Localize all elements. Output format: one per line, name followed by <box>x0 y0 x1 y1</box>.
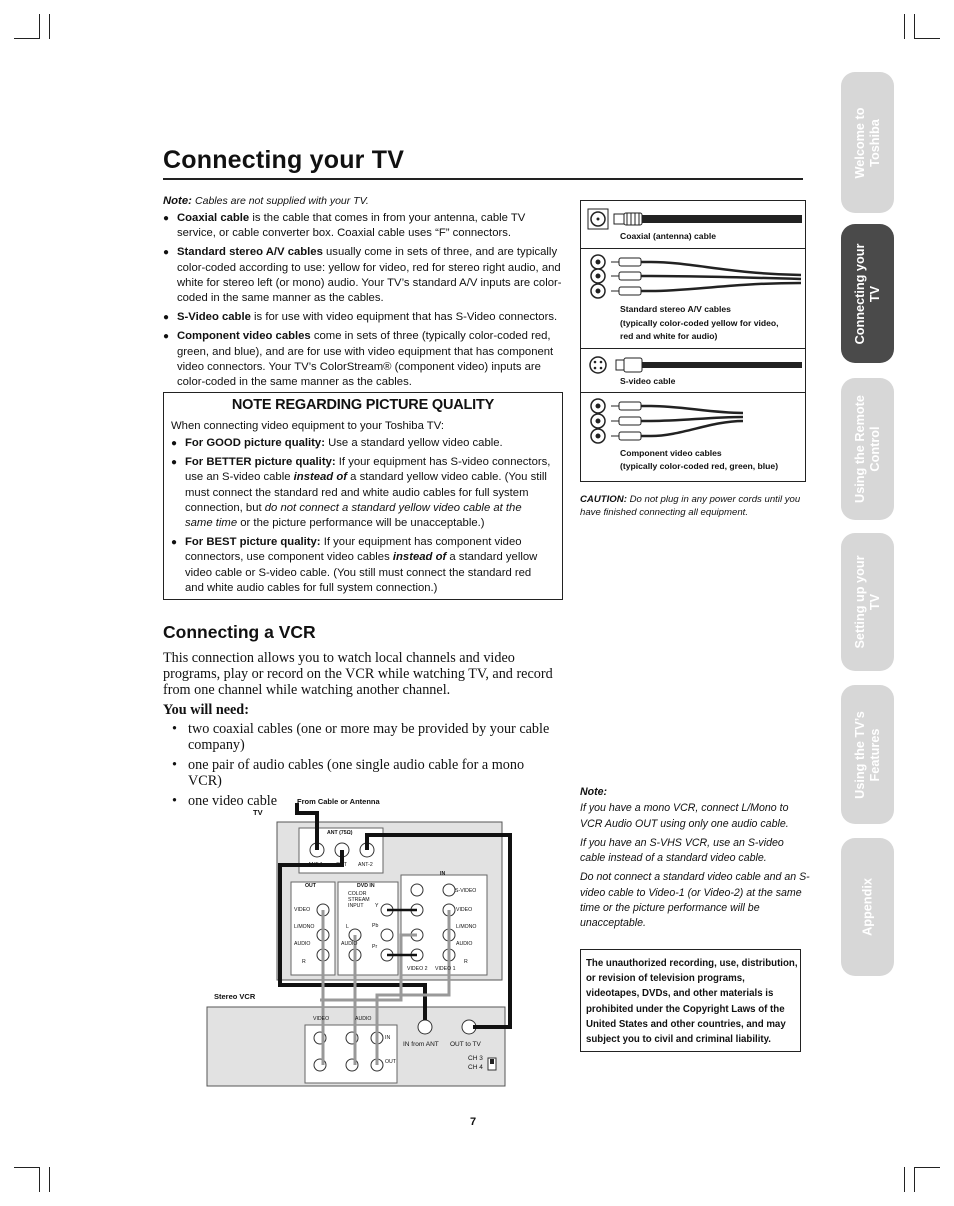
page-title: Connecting your TV <box>163 146 405 174</box>
ch4-label: CH 4 <box>468 1064 483 1071</box>
crop-mark <box>904 1167 905 1192</box>
in-label: IN <box>440 871 446 877</box>
r-label: R <box>464 959 468 965</box>
cable-term: S-Video cable <box>177 311 251 324</box>
pr-label: Pr <box>372 944 378 950</box>
crop-mark <box>904 14 905 39</box>
quality-desc: or the picture performance will be unacceptable.) <box>237 517 485 530</box>
tab-welcome[interactable] <box>841 72 894 213</box>
component-jacks-icon <box>591 399 605 443</box>
vcr-out-label: OUT <box>385 1059 396 1065</box>
list-item <box>171 436 551 451</box>
crop-mark <box>914 14 915 39</box>
crop-mark <box>39 1167 40 1192</box>
vcr-note <box>580 785 810 936</box>
tab-label: Using the TV’s Features <box>852 710 882 799</box>
picture-quality-intro: When connecting video equipment to your Toshiba TV: <box>171 420 444 432</box>
vcr-in-label: IN <box>385 1035 391 1041</box>
av-jacks-icon <box>591 255 605 298</box>
note-paragraph: If you have an S-VHS VCR, use an S-video cable instead of a standard video cable. <box>580 836 784 865</box>
svideo-jack-icon <box>590 357 606 373</box>
note-paragraph: Do not connect a standard video cable and an S-video cable to Video-1 (or Video-2) at the same time or the picture performance will be unacceptable. <box>580 871 810 930</box>
list-item <box>171 455 551 531</box>
out-label: OUT <box>305 883 316 889</box>
crop-mark <box>14 1167 40 1168</box>
cable-illustrations <box>580 200 806 482</box>
caution-label: CAUTION: <box>580 494 627 505</box>
pb-label: Pb <box>372 923 379 929</box>
crop-mark <box>14 38 40 39</box>
ant-out-label: OUT <box>336 862 347 868</box>
component-cables-icon <box>611 402 743 440</box>
in-from-ant-label: IN from ANT <box>403 1041 439 1048</box>
video2-label: VIDEO 2 <box>407 966 428 972</box>
crop-mark <box>49 1167 50 1192</box>
tab-label: Using the Remote Control <box>852 395 882 503</box>
note-paragraph: If you have a mono VCR, connect L/Mono to VCR Audio OUT using only one audio cable. <box>580 802 789 830</box>
tab-setting-up[interactable] <box>841 533 894 671</box>
cables-note <box>163 194 369 209</box>
r-label: R <box>302 959 306 965</box>
list-item: • two coaxial cables (one or more may be provided by your cable company) <box>172 721 552 753</box>
ant-label: ANT (75Ω) <box>327 830 353 836</box>
ch3-label: CH 3 <box>468 1055 483 1062</box>
list-item: • one pair of audio cables (one single audio cable for a mono VCR) <box>172 757 552 789</box>
lmono-label: L/MONO <box>294 924 315 930</box>
crop-mark <box>914 1167 940 1168</box>
list-item <box>163 329 563 390</box>
tab-label: Appendix <box>860 878 874 936</box>
quality-desc: Use a standard yellow video cable. <box>324 437 503 449</box>
cable-term: Coaxial cable <box>177 212 250 224</box>
cable-desc: usually come in sets of three, and are typically color-coded according to use: yellow for video, red for stereo right audio, and white for stereo left (or mono) audio. Your TV’s standard A/V inputs are color-coded in the same manner as the cables. <box>177 246 562 305</box>
video-label: VIDEO <box>456 907 473 913</box>
title-rule <box>163 178 803 180</box>
tab-connecting[interactable] <box>841 224 894 363</box>
av-cables-icon <box>611 258 801 295</box>
ant2-label: ANT-2 <box>358 862 373 868</box>
ant1-label: ANT-1 <box>308 862 323 868</box>
lmono-label: L/MONO <box>456 924 477 930</box>
from-cable-label: From Cable or Antenna <box>297 797 380 806</box>
tab-remote-control[interactable] <box>841 378 894 520</box>
quality-desc: a standard yellow video cable. (You still must connect the standard red and white audio cables for full system connection, but <box>185 471 547 514</box>
quality-term: For GOOD picture quality: <box>185 437 325 449</box>
quality-term: For BETTER picture quality: <box>185 456 336 469</box>
note-label: Note: <box>580 786 608 798</box>
section-intro: This connection allows you to watch local channels and video programs, play or record on the VCR while watching TV, and record from one channel while watching another channel. <box>163 650 553 698</box>
audio-label: AUDIO <box>294 941 311 947</box>
note-text: Cables are not supplied with your TV. <box>195 195 369 207</box>
av-cable-label: Standard stereo A/V cables <box>620 304 731 314</box>
video-label: VIDEO <box>294 907 311 913</box>
quality-term: For BEST picture quality: <box>185 536 321 549</box>
vcr-connection-diagram <box>205 795 517 1090</box>
audio-label: AUDIO <box>341 941 358 947</box>
cable-desc: is the cable that comes in from your antenna, cable TV service, or cable converter box. Coaxial cable uses “F” connectors. <box>177 212 526 240</box>
page-number: 7 <box>470 1116 477 1128</box>
svideo-cable-label: S-video cable <box>620 376 676 386</box>
note-label: Note: <box>163 195 192 207</box>
tab-features[interactable] <box>841 685 894 824</box>
tv-label: TV <box>253 808 263 817</box>
tab-appendix[interactable] <box>841 838 894 976</box>
emphasis: instead of <box>392 551 447 564</box>
dvd-in-label: DVD IN <box>357 883 375 889</box>
svideo-cable-icon <box>616 358 802 372</box>
crop-mark <box>49 14 50 39</box>
l-label: L <box>346 924 349 930</box>
vcr-audio-label: AUDIO <box>355 1016 372 1022</box>
coaxial-cable-icon <box>614 213 802 225</box>
picture-quality-title: NOTE REGARDING PICTURE QUALITY <box>231 397 495 413</box>
out-to-tv-label: OUT to TV <box>450 1041 481 1048</box>
quality-desc: If your equipment has component video connectors, use component video cables <box>185 536 522 564</box>
cable-term: Standard stereo A/V cables <box>177 246 323 259</box>
cable-term: Component video cables <box>177 330 311 343</box>
audio-label: AUDIO <box>456 941 473 947</box>
caution-note <box>580 493 810 519</box>
coaxial-connector-icon <box>588 209 608 229</box>
section-heading: Connecting a VCR <box>163 622 316 642</box>
copyright-notice: The unauthorized recording, use, distribution, or revision of television programs, videotapes, DVDs, and other materials is prohibited under the Copyright Laws of the United States and other countries, and may subject you to civil and criminal liability. <box>580 949 801 1052</box>
list-item <box>163 245 563 306</box>
svideo-label: S-VIDEO <box>455 888 477 894</box>
you-will-need-label: You will need: <box>163 702 249 718</box>
emphasis: instead of <box>293 471 348 484</box>
stereo-vcr-label: Stereo VCR <box>214 992 256 1001</box>
crop-mark <box>914 38 940 39</box>
emphasis: do not connect a standard yellow video cable at the same time <box>185 501 522 530</box>
list-item <box>171 535 551 596</box>
caution-text: Do not plug in any power cords until you have finished connecting all equipment. <box>580 494 801 518</box>
list-item <box>163 211 563 241</box>
coaxial-cable-label: Coaxial (antenna) cable <box>620 231 716 241</box>
av-cable-label: (typically color-coded yellow for video, <box>620 318 779 328</box>
tab-label: Connecting your TV <box>852 243 882 344</box>
crop-mark <box>914 1167 915 1192</box>
list-item: • one video cable <box>172 793 552 809</box>
crop-mark <box>39 14 40 39</box>
y-label: Y <box>375 903 379 909</box>
quality-desc: If your equipment has S-video connectors, use an S-video cable <box>185 456 551 484</box>
cable-desc: come in sets of three (typically color-coded red, green, and blue), and are for use with video equipment that has component video connectors. Your TV’s ColorStream® (component video) inputs are color-coded in the same manner as the cables. <box>177 330 554 389</box>
quality-desc: a standard yellow video cable or S-video cable. (You still must connect the standard red and white audio cables for full system connection.) <box>185 551 538 594</box>
tab-label: Welcome to Toshiba <box>852 107 882 178</box>
component-cable-label: Component video cables <box>620 448 722 458</box>
picture-quality-list <box>171 436 551 600</box>
video1-label: VIDEO 1 <box>435 966 456 972</box>
vcr-video-label: VIDEO <box>313 1016 330 1022</box>
cable-types-list <box>163 211 563 394</box>
cable-desc: is for use with video equipment that has S-Video connectors. <box>250 311 558 324</box>
picture-quality-box <box>163 392 563 600</box>
component-cable-label: (typically color-coded red, green, blue) <box>620 461 779 471</box>
list-item <box>163 310 563 325</box>
tab-label: Setting up your TV <box>852 555 882 649</box>
av-cable-label: red and white for audio) <box>620 331 718 341</box>
colorstream-label: COLOR STREAM INPUT <box>348 891 370 909</box>
